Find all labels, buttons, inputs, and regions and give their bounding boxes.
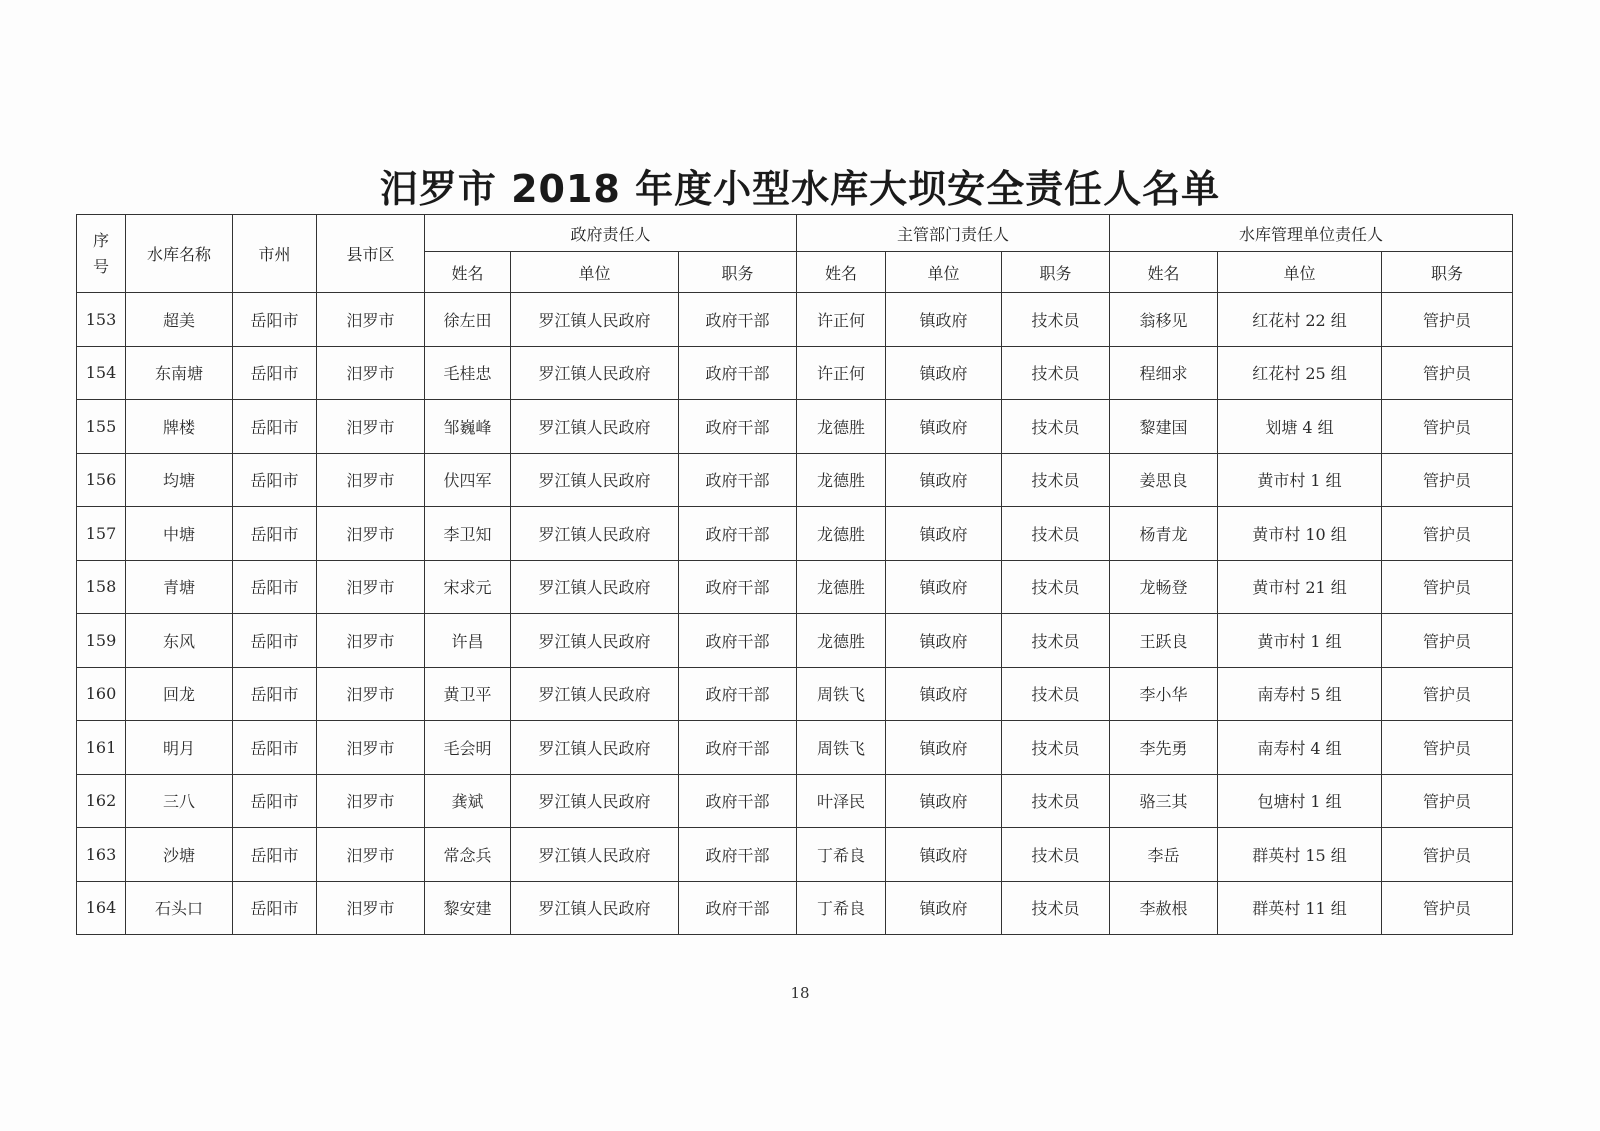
- header-dept-unit: 单位: [886, 252, 1002, 293]
- cell-mgmt-position: 管护员: [1382, 614, 1513, 668]
- header-seq-line2: 号: [92, 256, 109, 276]
- cell-dept-position: 技术员: [1002, 881, 1110, 935]
- cell-dept-name: 龙德胜: [797, 560, 886, 614]
- cell-mgmt-position: 管护员: [1382, 667, 1513, 721]
- cell-county: 汨罗市: [317, 828, 425, 882]
- cell-reservoir: 中塘: [126, 507, 233, 561]
- cell-mgmt-position: 管护员: [1382, 453, 1513, 507]
- cell-dept-name: 丁希良: [797, 828, 886, 882]
- table-body: [77, 293, 1513, 935]
- cell-seq: 163: [77, 828, 126, 882]
- cell-seq: 154: [77, 346, 126, 400]
- cell-mgmt-name: 杨青龙: [1110, 507, 1218, 561]
- cell-dept-position: 技术员: [1002, 346, 1110, 400]
- cell-city: 岳阳市: [233, 721, 317, 775]
- cell-dept-position: 技术员: [1002, 774, 1110, 828]
- cell-seq: 158: [77, 560, 126, 614]
- cell-county: 汨罗市: [317, 400, 425, 454]
- cell-mgmt-unit: 红花村 25 组: [1218, 346, 1382, 400]
- cell-county: 汨罗市: [317, 346, 425, 400]
- cell-county: 汨罗市: [317, 721, 425, 775]
- cell-dept-unit: 镇政府: [886, 614, 1002, 668]
- cell-gov-name: 许昌: [425, 614, 511, 668]
- cell-dept-name: 龙德胜: [797, 507, 886, 561]
- cell-seq: 159: [77, 614, 126, 668]
- header-gov-unit: 单位: [511, 252, 679, 293]
- cell-dept-name: 龙德胜: [797, 614, 886, 668]
- header-city: 市州: [233, 215, 317, 293]
- cell-mgmt-unit: 黄市村 1 组: [1218, 614, 1382, 668]
- cell-dept-unit: 镇政府: [886, 828, 1002, 882]
- cell-gov-name: 伏四军: [425, 453, 511, 507]
- cell-seq: 162: [77, 774, 126, 828]
- header-dept-group: 主管部门责任人: [797, 215, 1110, 252]
- cell-dept-position: 技术员: [1002, 400, 1110, 454]
- table-row: [77, 400, 1513, 454]
- table-row: [77, 507, 1513, 561]
- cell-mgmt-name: 龙畅登: [1110, 560, 1218, 614]
- cell-city: 岳阳市: [233, 614, 317, 668]
- cell-reservoir: 东南塘: [126, 346, 233, 400]
- cell-seq: 155: [77, 400, 126, 454]
- cell-gov-name: 黄卫平: [425, 667, 511, 721]
- cell-seq: 164: [77, 881, 126, 935]
- cell-mgmt-position: 管护员: [1382, 721, 1513, 775]
- cell-gov-position: 政府干部: [679, 453, 797, 507]
- header-reservoir-name: 水库名称: [126, 215, 233, 293]
- header-gov-name: 姓名: [425, 252, 511, 293]
- cell-dept-position: 技术员: [1002, 667, 1110, 721]
- cell-mgmt-position: 管护员: [1382, 346, 1513, 400]
- cell-dept-unit: 镇政府: [886, 453, 1002, 507]
- cell-dept-position: 技术员: [1002, 828, 1110, 882]
- cell-mgmt-unit: 南寿村 4 组: [1218, 721, 1382, 775]
- cell-gov-position: 政府干部: [679, 828, 797, 882]
- cell-dept-position: 技术员: [1002, 507, 1110, 561]
- cell-mgmt-name: 翁移见: [1110, 293, 1218, 347]
- cell-mgmt-position: 管护员: [1382, 507, 1513, 561]
- cell-gov-name: 龚斌: [425, 774, 511, 828]
- table-row: [77, 560, 1513, 614]
- cell-mgmt-name: 程细求: [1110, 346, 1218, 400]
- cell-dept-position: 技术员: [1002, 453, 1110, 507]
- cell-mgmt-name: 骆三其: [1110, 774, 1218, 828]
- cell-seq: 153: [77, 293, 126, 347]
- cell-gov-name: 宋求元: [425, 560, 511, 614]
- cell-mgmt-unit: 南寿村 5 组: [1218, 667, 1382, 721]
- header-mgmt-unit: 单位: [1218, 252, 1382, 293]
- cell-city: 岳阳市: [233, 774, 317, 828]
- cell-gov-unit: 罗江镇人民政府: [511, 560, 679, 614]
- cell-gov-name: 常念兵: [425, 828, 511, 882]
- cell-county: 汨罗市: [317, 667, 425, 721]
- cell-dept-name: 周铁飞: [797, 721, 886, 775]
- cell-dept-name: 许正何: [797, 346, 886, 400]
- cell-gov-position: 政府干部: [679, 507, 797, 561]
- cell-dept-name: 许正何: [797, 293, 886, 347]
- cell-dept-name: 龙德胜: [797, 400, 886, 454]
- cell-seq: 160: [77, 667, 126, 721]
- header-gov-group: 政府责任人: [425, 215, 797, 252]
- cell-mgmt-unit: 群英村 15 组: [1218, 828, 1382, 882]
- cell-city: 岳阳市: [233, 453, 317, 507]
- cell-mgmt-position: 管护员: [1382, 828, 1513, 882]
- cell-mgmt-unit: 黄市村 10 组: [1218, 507, 1382, 561]
- cell-county: 汨罗市: [317, 453, 425, 507]
- cell-dept-position: 技术员: [1002, 293, 1110, 347]
- cell-mgmt-position: 管护员: [1382, 881, 1513, 935]
- page-title: 汨罗市 2018 年度小型水库大坝安全责任人名单: [379, 167, 1221, 211]
- cell-seq: 157: [77, 507, 126, 561]
- cell-mgmt-name: 李岳: [1110, 828, 1218, 882]
- cell-gov-position: 政府干部: [679, 400, 797, 454]
- cell-gov-name: 毛会明: [425, 721, 511, 775]
- cell-dept-position: 技术员: [1002, 560, 1110, 614]
- cell-county: 汨罗市: [317, 507, 425, 561]
- cell-dept-name: 周铁飞: [797, 667, 886, 721]
- cell-reservoir: 青塘: [126, 560, 233, 614]
- table-row: [77, 774, 1513, 828]
- cell-gov-unit: 罗江镇人民政府: [511, 774, 679, 828]
- cell-mgmt-position: 管护员: [1382, 560, 1513, 614]
- page-number: 18: [790, 984, 810, 1002]
- cell-gov-unit: 罗江镇人民政府: [511, 721, 679, 775]
- cell-dept-unit: 镇政府: [886, 346, 1002, 400]
- cell-mgmt-name: 黎建国: [1110, 400, 1218, 454]
- cell-seq: 156: [77, 453, 126, 507]
- cell-dept-name: 叶泽民: [797, 774, 886, 828]
- cell-gov-unit: 罗江镇人民政府: [511, 614, 679, 668]
- cell-dept-unit: 镇政府: [886, 667, 1002, 721]
- header-seq-line1: 序: [92, 230, 109, 250]
- table-row: [77, 293, 1513, 347]
- cell-seq: 161: [77, 721, 126, 775]
- header-county: 县市区: [317, 215, 425, 293]
- cell-mgmt-name: 李小华: [1110, 667, 1218, 721]
- cell-mgmt-unit: 划塘 4 组: [1218, 400, 1382, 454]
- cell-dept-name: 龙德胜: [797, 453, 886, 507]
- cell-gov-unit: 罗江镇人民政府: [511, 828, 679, 882]
- cell-dept-unit: 镇政府: [886, 881, 1002, 935]
- header-mgmt-name: 姓名: [1110, 252, 1218, 293]
- cell-mgmt-name: 李赦根: [1110, 881, 1218, 935]
- cell-city: 岳阳市: [233, 828, 317, 882]
- cell-gov-unit: 罗江镇人民政府: [511, 400, 679, 454]
- cell-mgmt-unit: 黄市村 21 组: [1218, 560, 1382, 614]
- cell-city: 岳阳市: [233, 293, 317, 347]
- cell-mgmt-name: 李先勇: [1110, 721, 1218, 775]
- cell-gov-name: 李卫知: [425, 507, 511, 561]
- cell-mgmt-name: 姜思良: [1110, 453, 1218, 507]
- cell-reservoir: 三八: [126, 774, 233, 828]
- cell-reservoir: 东风: [126, 614, 233, 668]
- cell-gov-unit: 罗江镇人民政府: [511, 667, 679, 721]
- cell-gov-name: 毛桂忠: [425, 346, 511, 400]
- cell-mgmt-position: 管护员: [1382, 400, 1513, 454]
- cell-dept-name: 丁希良: [797, 881, 886, 935]
- cell-dept-unit: 镇政府: [886, 507, 1002, 561]
- cell-city: 岳阳市: [233, 400, 317, 454]
- cell-mgmt-unit: 黄市村 1 组: [1218, 453, 1382, 507]
- table-row: [77, 614, 1513, 668]
- table-row: [77, 453, 1513, 507]
- cell-reservoir: 沙塘: [126, 828, 233, 882]
- cell-county: 汨罗市: [317, 774, 425, 828]
- responsibility-table: [76, 214, 1513, 935]
- header-gov-position: 职务: [679, 252, 797, 293]
- cell-gov-unit: 罗江镇人民政府: [511, 453, 679, 507]
- cell-gov-unit: 罗江镇人民政府: [511, 507, 679, 561]
- cell-dept-unit: 镇政府: [886, 721, 1002, 775]
- cell-gov-name: 徐左田: [425, 293, 511, 347]
- cell-county: 汨罗市: [317, 560, 425, 614]
- cell-city: 岳阳市: [233, 346, 317, 400]
- cell-city: 岳阳市: [233, 667, 317, 721]
- cell-reservoir: 均塘: [126, 453, 233, 507]
- table-row: [77, 881, 1513, 935]
- cell-mgmt-name: 王跃良: [1110, 614, 1218, 668]
- table-row: [77, 721, 1513, 775]
- header-mgmt-group: 水库管理单位责任人: [1110, 215, 1513, 252]
- cell-gov-position: 政府干部: [679, 560, 797, 614]
- cell-county: 汨罗市: [317, 293, 425, 347]
- cell-mgmt-position: 管护员: [1382, 774, 1513, 828]
- table-row: [77, 828, 1513, 882]
- cell-gov-position: 政府干部: [679, 721, 797, 775]
- cell-reservoir: 石头口: [126, 881, 233, 935]
- table-row: [77, 346, 1513, 400]
- cell-gov-position: 政府干部: [679, 614, 797, 668]
- cell-mgmt-unit: 红花村 22 组: [1218, 293, 1382, 347]
- cell-city: 岳阳市: [233, 560, 317, 614]
- cell-reservoir: 超美: [126, 293, 233, 347]
- cell-gov-position: 政府干部: [679, 667, 797, 721]
- cell-dept-unit: 镇政府: [886, 774, 1002, 828]
- cell-reservoir: 回龙: [126, 667, 233, 721]
- cell-city: 岳阳市: [233, 881, 317, 935]
- cell-dept-unit: 镇政府: [886, 400, 1002, 454]
- cell-gov-unit: 罗江镇人民政府: [511, 346, 679, 400]
- cell-county: 汨罗市: [317, 614, 425, 668]
- cell-mgmt-unit: 包塘村 1 组: [1218, 774, 1382, 828]
- header-dept-name: 姓名: [797, 252, 886, 293]
- table-header: [77, 215, 1513, 293]
- header-dept-position: 职务: [1002, 252, 1110, 293]
- cell-dept-position: 技术员: [1002, 614, 1110, 668]
- cell-gov-position: 政府干部: [679, 774, 797, 828]
- table-row: [77, 667, 1513, 721]
- cell-reservoir: 牌楼: [126, 400, 233, 454]
- cell-mgmt-unit: 群英村 11 组: [1218, 881, 1382, 935]
- cell-city: 岳阳市: [233, 507, 317, 561]
- header-seq: [77, 215, 126, 293]
- cell-gov-position: 政府干部: [679, 881, 797, 935]
- cell-county: 汨罗市: [317, 881, 425, 935]
- cell-gov-name: 黎安建: [425, 881, 511, 935]
- header-mgmt-position: 职务: [1382, 252, 1513, 293]
- cell-gov-unit: 罗江镇人民政府: [511, 881, 679, 935]
- cell-dept-unit: 镇政府: [886, 560, 1002, 614]
- cell-gov-position: 政府干部: [679, 346, 797, 400]
- cell-dept-position: 技术员: [1002, 721, 1110, 775]
- cell-dept-unit: 镇政府: [886, 293, 1002, 347]
- cell-mgmt-position: 管护员: [1382, 293, 1513, 347]
- cell-gov-unit: 罗江镇人民政府: [511, 293, 679, 347]
- cell-reservoir: 明月: [126, 721, 233, 775]
- cell-gov-position: 政府干部: [679, 293, 797, 347]
- cell-gov-name: 邹巍峰: [425, 400, 511, 454]
